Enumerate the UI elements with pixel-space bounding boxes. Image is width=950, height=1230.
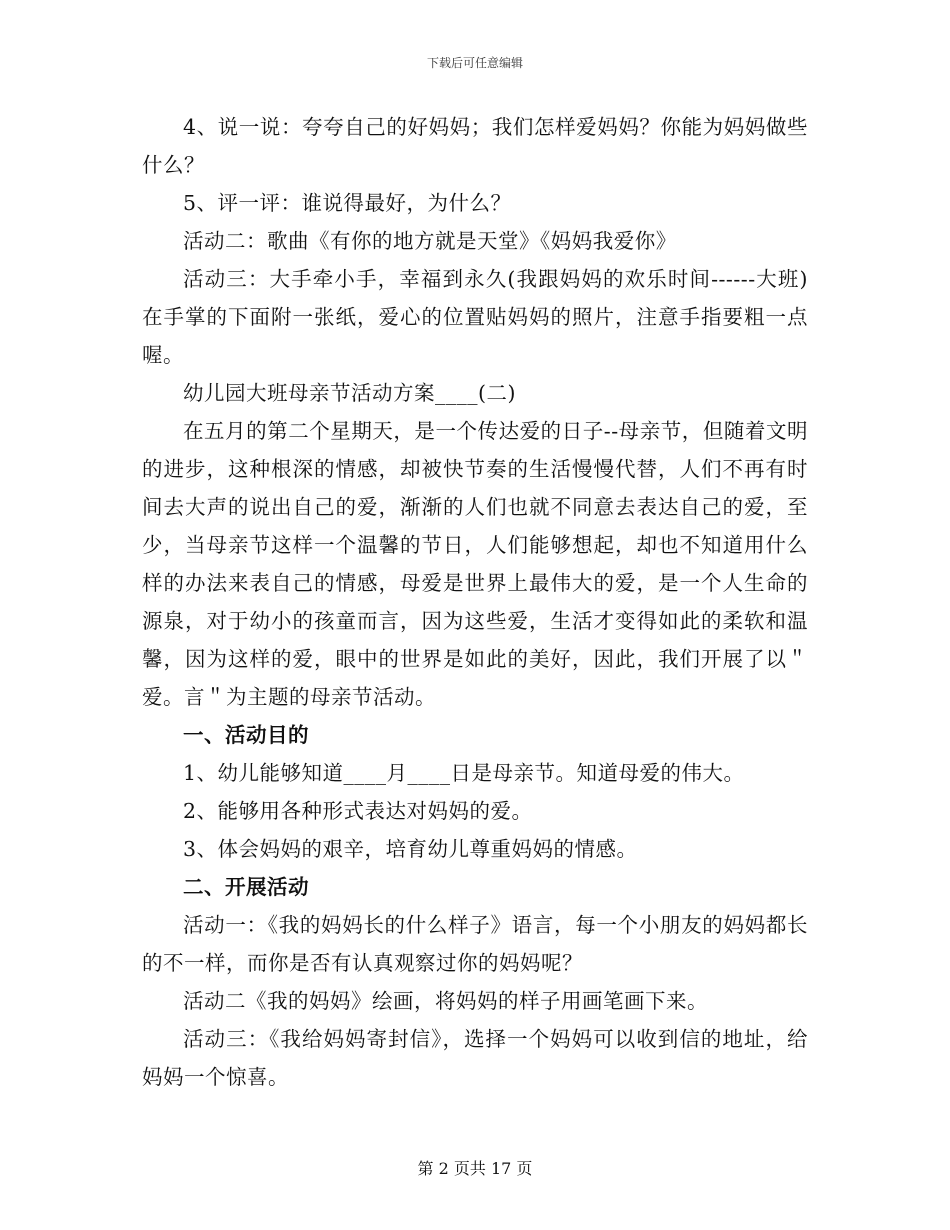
goal-item-2: 2、能够用各种形式表达对妈妈的爱。: [183, 799, 533, 823]
page-footer: 第 2 页共 17 页: [417, 1159, 533, 1178]
activity-item-2: 活动二《我的妈妈》绘画，将妈妈的样子用画笔画下来。: [183, 989, 708, 1013]
page-header: 下载后可任意编辑: [426, 56, 523, 70]
paragraph-intro: 在五月的第二个星期天，是一个传达爱的日子--母亲节，但随着文明的进步，这种根深的情感，却被快节奏的生活慢慢代替，人们不再有时间去大声的说出自己的爱，渐渐的人们也就不同意去表达自己的爱，至少，当母亲节这样一个温馨的节日，人们能够想起，却也不知道用什么样的办法来表自己的情感，母爱是世界上最伟大的爱，是一个人生命的源泉，对于幼小的孩童而言，因为这些爱，生活才变得如此的柔软和温馨，因为这样的爱，眼中的世界是如此的美好，因此，我们开展了以＂爱。言＂为主题的母亲节活动。: [142, 419, 808, 709]
goal-item-3: 3、体会妈妈的艰辛，培育幼儿尊重妈妈的情感。: [183, 837, 638, 861]
activity-item-3: 活动三：《我给妈妈寄封信》，选择一个妈妈可以收到信的地址，给妈妈一个惊喜。: [142, 1027, 808, 1089]
document-body: [142, 108, 808, 1096]
section-title-plan-2: 幼儿园大班母亲节活动方案____(二): [183, 381, 516, 405]
paragraph-item-5: 5、评一评：谁说得最好，为什么？: [183, 191, 512, 215]
heading-activities: 二、开展活动: [183, 875, 309, 899]
paragraph-activity-2-song: 活动二：歌曲《有你的地方就是天堂》《妈妈我爱你》: [183, 229, 677, 253]
paragraph-activity-3-hands: 活动三：大手牵小手，幸福到永久(我跟妈妈的欢乐时间------大班)在手掌的下面附一张纸，爱心的位置贴妈妈的照片，注意手指要粗一点喔。: [142, 267, 808, 367]
paragraph-item-4: 4、说一说：夸夸自己的好妈妈；我们怎样爱妈妈？你能为妈妈做些什么？: [142, 115, 808, 177]
goal-item-1: 1、幼儿能够知道____月____日是母亲节。知道母爱的伟大。: [183, 761, 745, 785]
heading-activity-goals: 一、活动目的: [183, 723, 309, 747]
activity-item-1: 活动一：《我的妈妈长的什么样子》语言，每一个小朋友的妈妈都长的不一样，而你是否有认真观察过你的妈妈呢？: [142, 913, 808, 975]
